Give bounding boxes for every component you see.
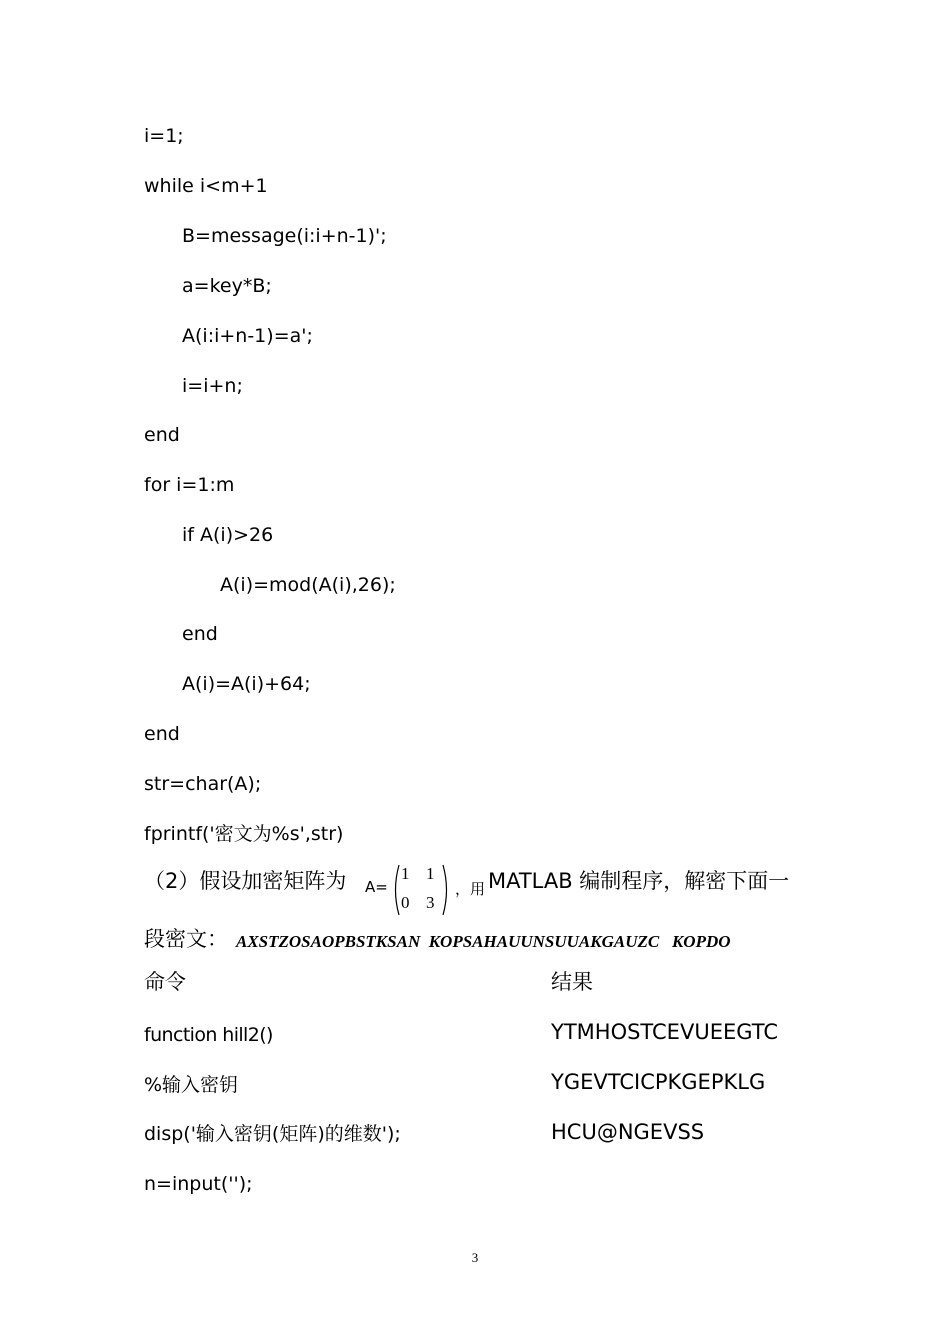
code-line: if A(i)>26 xyxy=(182,524,274,546)
code-line: while i<m+1 xyxy=(144,175,268,197)
matrix-cell: 1 xyxy=(401,864,410,883)
command-line: function hill2() xyxy=(144,1024,273,1046)
question-mid: ，用 xyxy=(455,880,486,898)
question-prefix: （2）假设加密矩阵为 xyxy=(144,869,347,893)
question-suffix: MATLAB 编制程序，解密下面一 xyxy=(488,869,790,893)
matrix-cell: 3 xyxy=(426,893,435,912)
code-line: a=key*B; xyxy=(182,275,272,297)
command-line: n=input(''); xyxy=(144,1173,253,1195)
command-line: %输入密钥 xyxy=(144,1074,239,1096)
page-number: 3 xyxy=(471,1250,479,1265)
code-line: A(i)=mod(A(i),26); xyxy=(220,574,396,596)
code-line: for i=1:m xyxy=(144,474,235,496)
ciphertext: AXSTZOSAOPBSTKSAN KOPSAHAUUNSUUAKGAUZC KOPDO xyxy=(236,932,731,951)
command-line: disp('输入密钥(矩阵)的维数'); xyxy=(144,1123,401,1145)
result-header: 结果 xyxy=(551,970,593,994)
command-header: 命令 xyxy=(144,970,186,994)
matrix-cell: 1 xyxy=(426,864,435,883)
encryption-matrix xyxy=(365,862,455,918)
code-line: A(i)=A(i)+64; xyxy=(182,673,311,695)
matrix-brackets xyxy=(391,862,451,918)
code-line: str=char(A); xyxy=(144,773,262,795)
code-line: fprintf('密文为%s',str) xyxy=(144,823,344,845)
matrix-label: A= xyxy=(365,878,388,896)
code-line: end xyxy=(182,623,218,645)
result-line: YGEVTCICPKGEPKLG xyxy=(551,1070,766,1094)
code-line: end xyxy=(144,424,180,446)
result-line: YTMHOSTCEVUEEGTC xyxy=(551,1020,779,1044)
code-line: B=message(i:i+n-1)'; xyxy=(182,225,387,247)
matrix-cell: 0 xyxy=(401,893,410,912)
result-line: HCU@NGEVSS xyxy=(551,1120,705,1144)
code-line: i=1; xyxy=(144,125,184,147)
code-line: A(i:i+n-1)=a'; xyxy=(182,325,313,347)
ciphertext-label: 段密文： xyxy=(144,927,228,951)
code-line: i=i+n; xyxy=(182,375,243,397)
code-line: end xyxy=(144,723,180,745)
